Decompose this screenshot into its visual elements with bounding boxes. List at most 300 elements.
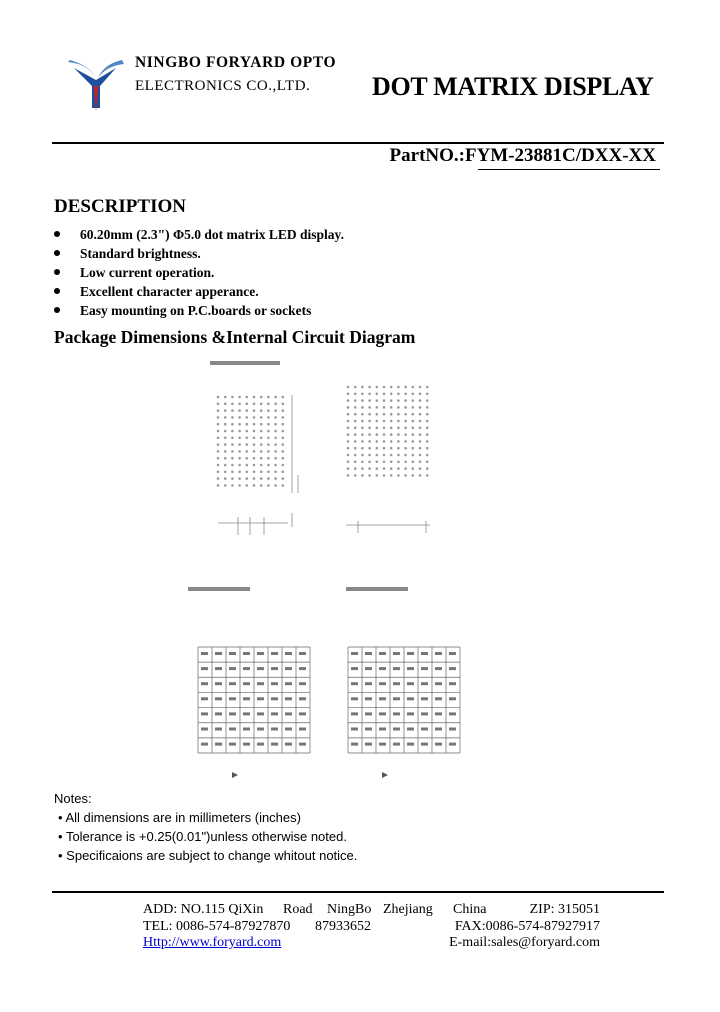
- matrix-dot: [347, 393, 350, 396]
- matrix-dot: [217, 457, 220, 460]
- led-symbol: [365, 682, 372, 685]
- led-symbol: [365, 652, 372, 655]
- matrix-dot: [404, 399, 407, 402]
- header-rule: [52, 142, 664, 144]
- matrix-dot: [390, 447, 393, 450]
- matrix-dot: [267, 484, 270, 487]
- led-symbol: [271, 652, 278, 655]
- led-symbol: [229, 682, 236, 685]
- matrix-dot: [253, 423, 256, 426]
- matrix-dot: [354, 399, 357, 402]
- matrix-dot: [376, 467, 379, 470]
- matrix-dot: [390, 440, 393, 443]
- matrix-dot: [246, 450, 249, 453]
- matrix-dot: [274, 484, 277, 487]
- matrix-dot: [231, 409, 234, 412]
- matrix-dot: [426, 447, 429, 450]
- matrix-dot: [376, 440, 379, 443]
- led-symbol: [285, 682, 292, 685]
- led-symbol: [201, 728, 208, 731]
- document-title: DOT MATRIX DISPLAY: [372, 72, 654, 101]
- led-symbol: [271, 667, 278, 670]
- matrix-dot: [274, 471, 277, 474]
- led-symbol: [407, 743, 414, 746]
- matrix-dot: [376, 393, 379, 396]
- matrix-dot: [368, 447, 371, 450]
- matrix-dot: [354, 420, 357, 423]
- matrix-dot: [412, 386, 415, 389]
- matrix-dot: [361, 399, 364, 402]
- matrix-dot: [238, 457, 241, 460]
- matrix-dot: [217, 464, 220, 467]
- website-link[interactable]: Http://www.foryard.com: [143, 935, 282, 950]
- led-symbol: [243, 743, 250, 746]
- matrix-dot: [347, 427, 350, 430]
- matrix-dot: [224, 477, 227, 480]
- matrix-dot: [282, 437, 285, 440]
- matrix-dot: [260, 437, 263, 440]
- matrix-dot: [274, 396, 277, 399]
- matrix-dot: [246, 471, 249, 474]
- note-item: • All dimensions are in millimeters (inches): [58, 810, 301, 825]
- led-symbol: [299, 728, 306, 731]
- matrix-dot: [368, 386, 371, 389]
- matrix-dot: [397, 447, 400, 450]
- matrix-dot: [390, 474, 393, 477]
- matrix-dot: [282, 443, 285, 446]
- led-symbol: [215, 652, 222, 655]
- led-symbol: [257, 682, 264, 685]
- list-item: Standard brightness.: [54, 244, 344, 263]
- matrix-dot: [253, 450, 256, 453]
- matrix-dot: [246, 437, 249, 440]
- led-symbol: [257, 697, 264, 700]
- matrix-dot: [238, 484, 241, 487]
- matrix-dot: [253, 471, 256, 474]
- matrix-dot: [354, 406, 357, 409]
- matrix-dot: [383, 393, 386, 396]
- led-symbol: [365, 712, 372, 715]
- led-symbol: [435, 652, 442, 655]
- company-name: NINGBO FORYARD OPTO: [135, 54, 337, 71]
- led-symbol: [271, 712, 278, 715]
- matrix-dot: [397, 386, 400, 389]
- led-symbol: [285, 712, 292, 715]
- matrix-dot: [282, 403, 285, 406]
- matrix-dot: [231, 484, 234, 487]
- matrix-dot: [383, 420, 386, 423]
- led-symbol: [215, 682, 222, 685]
- led-symbol: [393, 743, 400, 746]
- diode-icon: [232, 772, 238, 778]
- matrix-dot: [253, 484, 256, 487]
- matrix-dot: [390, 467, 393, 470]
- led-symbol: [435, 682, 442, 685]
- led-symbol: [215, 712, 222, 715]
- matrix-dot: [397, 467, 400, 470]
- matrix-dot: [238, 477, 241, 480]
- matrix-dot: [274, 437, 277, 440]
- matrix-dot: [246, 416, 249, 419]
- matrix-dot: [419, 474, 422, 477]
- matrix-dot: [383, 461, 386, 464]
- list-item: Easy mounting on P.C.boards or sockets: [54, 301, 344, 320]
- matrix-dot: [224, 416, 227, 419]
- part-number: PartNO.:FYM-23881C/DXX-XX: [389, 145, 656, 166]
- matrix-dot: [217, 477, 220, 480]
- matrix-dot: [347, 461, 350, 464]
- matrix-dot: [231, 396, 234, 399]
- led-symbol: [407, 667, 414, 670]
- matrix-dot: [426, 433, 429, 436]
- matrix-dot: [260, 416, 263, 419]
- matrix-dot: [419, 440, 422, 443]
- matrix-dot: [354, 386, 357, 389]
- led-symbol: [449, 652, 456, 655]
- matrix-dot: [217, 403, 220, 406]
- matrix-dot: [368, 420, 371, 423]
- matrix-dot: [368, 399, 371, 402]
- led-symbol: [257, 712, 264, 715]
- matrix-dot: [231, 403, 234, 406]
- matrix-dot: [267, 477, 270, 480]
- led-symbol: [201, 697, 208, 700]
- matrix-dot: [347, 399, 350, 402]
- matrix-dot: [260, 457, 263, 460]
- matrix-dot: [368, 461, 371, 464]
- matrix-dot: [347, 440, 350, 443]
- matrix-dot: [412, 406, 415, 409]
- matrix-dot: [404, 440, 407, 443]
- matrix-dot: [426, 467, 429, 470]
- matrix-dot: [361, 454, 364, 457]
- led-symbol: [393, 728, 400, 731]
- matrix-dot: [390, 461, 393, 464]
- led-symbol: [351, 652, 358, 655]
- matrix-dot: [419, 393, 422, 396]
- matrix-dot: [282, 450, 285, 453]
- matrix-dot: [231, 450, 234, 453]
- matrix-dot: [347, 454, 350, 457]
- led-symbol: [257, 667, 264, 670]
- matrix-dot: [238, 471, 241, 474]
- matrix-dot: [404, 467, 407, 470]
- matrix-dot: [238, 430, 241, 433]
- matrix-dot: [376, 454, 379, 457]
- matrix-dot: [404, 461, 407, 464]
- matrix-dot: [260, 396, 263, 399]
- led-symbol: [449, 667, 456, 670]
- caption-mark: [188, 587, 250, 591]
- list-item: Low current operation.: [54, 263, 344, 282]
- matrix-dot: [404, 447, 407, 450]
- led-symbol: [421, 697, 428, 700]
- matrix-dot: [224, 484, 227, 487]
- led-symbol: [229, 697, 236, 700]
- matrix-dot: [260, 443, 263, 446]
- matrix-dot: [217, 416, 220, 419]
- matrix-dot: [354, 467, 357, 470]
- matrix-dot: [426, 393, 429, 396]
- description-title: DESCRIPTION: [54, 196, 186, 217]
- led-symbol: [421, 712, 428, 715]
- matrix-dot: [253, 430, 256, 433]
- led-symbol: [299, 682, 306, 685]
- led-symbol: [407, 697, 414, 700]
- matrix-dot: [361, 461, 364, 464]
- matrix-dot: [267, 457, 270, 460]
- matrix-dot: [383, 413, 386, 416]
- matrix-dot: [419, 461, 422, 464]
- matrix-dot: [238, 450, 241, 453]
- matrix-dot: [347, 447, 350, 450]
- matrix-dot: [412, 467, 415, 470]
- matrix-dot: [412, 393, 415, 396]
- matrix-dot: [361, 406, 364, 409]
- front-view-dot-grid: [217, 396, 284, 487]
- led-symbol: [449, 697, 456, 700]
- matrix-dot: [274, 457, 277, 460]
- matrix-dot: [267, 430, 270, 433]
- matrix-dot: [397, 406, 400, 409]
- matrix-dot: [419, 467, 422, 470]
- matrix-dot: [412, 399, 415, 402]
- led-symbol: [421, 743, 428, 746]
- matrix-dot: [426, 406, 429, 409]
- led-symbol: [351, 682, 358, 685]
- led-symbol: [435, 667, 442, 670]
- matrix-dot: [383, 406, 386, 409]
- matrix-dot: [426, 454, 429, 457]
- led-symbol: [351, 743, 358, 746]
- led-symbol: [379, 712, 386, 715]
- bullet-icon: [54, 269, 60, 275]
- matrix-dot: [246, 403, 249, 406]
- matrix-dot: [260, 430, 263, 433]
- web-line: [143, 935, 600, 952]
- led-symbol: [421, 667, 428, 670]
- led-symbol: [435, 712, 442, 715]
- matrix-dot: [260, 450, 263, 453]
- matrix-dot: [231, 457, 234, 460]
- matrix-dot: [238, 443, 241, 446]
- matrix-dot: [383, 386, 386, 389]
- matrix-dot: [426, 386, 429, 389]
- led-symbol: [449, 743, 456, 746]
- matrix-dot: [224, 457, 227, 460]
- led-symbol: [435, 743, 442, 746]
- matrix-dot: [404, 420, 407, 423]
- matrix-dot: [404, 386, 407, 389]
- matrix-dot: [238, 464, 241, 467]
- matrix-dot: [368, 433, 371, 436]
- matrix-dot: [282, 430, 285, 433]
- matrix-dot: [231, 430, 234, 433]
- part-number-block: [390, 145, 656, 167]
- package-diagram: [180, 355, 480, 795]
- matrix-dot: [426, 461, 429, 464]
- bullet-icon: [54, 250, 60, 256]
- matrix-dot: [361, 440, 364, 443]
- circuit-diagram-right: [348, 647, 460, 753]
- matrix-dot: [224, 443, 227, 446]
- matrix-dot: [383, 467, 386, 470]
- matrix-dot: [354, 440, 357, 443]
- matrix-dot: [224, 396, 227, 399]
- matrix-dot: [419, 454, 422, 457]
- bullet-icon: [54, 231, 60, 237]
- matrix-dot: [404, 406, 407, 409]
- led-symbol: [379, 667, 386, 670]
- matrix-dot: [397, 474, 400, 477]
- matrix-dot: [361, 413, 364, 416]
- led-symbol: [201, 652, 208, 655]
- matrix-dot: [282, 409, 285, 412]
- matrix-dot: [267, 464, 270, 467]
- matrix-dot: [253, 396, 256, 399]
- matrix-dot: [282, 457, 285, 460]
- matrix-dot: [361, 427, 364, 430]
- matrix-dot: [274, 430, 277, 433]
- matrix-dot: [368, 474, 371, 477]
- led-symbol: [215, 728, 222, 731]
- led-symbol: [271, 728, 278, 731]
- matrix-dot: [274, 464, 277, 467]
- matrix-dot: [238, 409, 241, 412]
- led-symbol: [365, 667, 372, 670]
- matrix-dot: [347, 474, 350, 477]
- matrix-dot: [260, 464, 263, 467]
- matrix-dot: [267, 423, 270, 426]
- matrix-dot: [354, 447, 357, 450]
- matrix-dot: [347, 420, 350, 423]
- matrix-dot: [376, 399, 379, 402]
- matrix-dot: [217, 409, 220, 412]
- matrix-dot: [419, 406, 422, 409]
- matrix-dot: [426, 440, 429, 443]
- matrix-dot: [397, 399, 400, 402]
- circuit-diagram-left: [198, 647, 310, 753]
- led-symbol: [229, 667, 236, 670]
- matrix-dot: [354, 474, 357, 477]
- matrix-dot: [376, 433, 379, 436]
- matrix-dot: [361, 386, 364, 389]
- matrix-dot: [224, 403, 227, 406]
- matrix-dot: [238, 396, 241, 399]
- matrix-dot: [390, 399, 393, 402]
- matrix-dot: [246, 396, 249, 399]
- led-symbol: [215, 697, 222, 700]
- led-symbol: [365, 743, 372, 746]
- led-symbol: [271, 682, 278, 685]
- matrix-dot: [419, 386, 422, 389]
- matrix-dot: [419, 427, 422, 430]
- led-symbol: [243, 652, 250, 655]
- matrix-dot: [260, 471, 263, 474]
- matrix-dot: [347, 386, 350, 389]
- matrix-dot: [246, 484, 249, 487]
- package-title: Package Dimensions &Internal Circuit Diagram: [54, 327, 416, 347]
- led-symbol: [215, 667, 222, 670]
- list-item: 60.20mm (2.3") Φ5.0 dot matrix LED display.: [54, 225, 344, 244]
- matrix-dot: [397, 440, 400, 443]
- led-symbol: [379, 652, 386, 655]
- led-symbol: [449, 682, 456, 685]
- led-symbol: [201, 667, 208, 670]
- matrix-dot: [361, 474, 364, 477]
- part-number-underline: [478, 169, 660, 170]
- led-symbol: [435, 728, 442, 731]
- led-symbol: [351, 667, 358, 670]
- matrix-dot: [246, 477, 249, 480]
- matrix-dot: [426, 399, 429, 402]
- matrix-dot: [347, 433, 350, 436]
- matrix-dot: [260, 484, 263, 487]
- caption-mark: [210, 361, 280, 365]
- matrix-dot: [383, 399, 386, 402]
- led-symbol: [229, 728, 236, 731]
- matrix-dot: [354, 393, 357, 396]
- led-symbol: [393, 667, 400, 670]
- led-symbol: [243, 697, 250, 700]
- led-symbol: [201, 682, 208, 685]
- matrix-dot: [274, 443, 277, 446]
- matrix-dot: [282, 464, 285, 467]
- matrix-dot: [412, 420, 415, 423]
- matrix-dot: [376, 420, 379, 423]
- led-symbol: [257, 743, 264, 746]
- matrix-dot: [217, 484, 220, 487]
- matrix-dot: [390, 406, 393, 409]
- matrix-dot: [224, 464, 227, 467]
- matrix-dot: [390, 433, 393, 436]
- led-symbol: [201, 712, 208, 715]
- notes-title: Notes:: [54, 791, 92, 806]
- matrix-dot: [217, 396, 220, 399]
- list-item: Excellent character apperance.: [54, 282, 344, 301]
- matrix-dot: [238, 423, 241, 426]
- matrix-dot: [397, 420, 400, 423]
- rear-view-dot-grid: [347, 386, 429, 477]
- matrix-dot: [347, 413, 350, 416]
- matrix-dot: [426, 413, 429, 416]
- matrix-dot: [267, 443, 270, 446]
- led-symbol: [393, 697, 400, 700]
- matrix-dot: [267, 437, 270, 440]
- matrix-dot: [397, 461, 400, 464]
- footer: [143, 902, 600, 952]
- matrix-dot: [224, 409, 227, 412]
- led-symbol: [243, 712, 250, 715]
- matrix-dot: [224, 437, 227, 440]
- bullet-icon: [54, 288, 60, 294]
- matrix-dot: [404, 433, 407, 436]
- matrix-dot: [419, 420, 422, 423]
- matrix-dot: [246, 443, 249, 446]
- led-symbol: [299, 667, 306, 670]
- led-symbol: [379, 743, 386, 746]
- matrix-dot: [217, 423, 220, 426]
- matrix-dot: [267, 416, 270, 419]
- led-symbol: [243, 682, 250, 685]
- matrix-dot: [267, 471, 270, 474]
- led-symbol: [229, 712, 236, 715]
- matrix-dot: [376, 413, 379, 416]
- led-symbol: [229, 743, 236, 746]
- matrix-dot: [361, 467, 364, 470]
- led-symbol: [351, 712, 358, 715]
- matrix-dot: [383, 474, 386, 477]
